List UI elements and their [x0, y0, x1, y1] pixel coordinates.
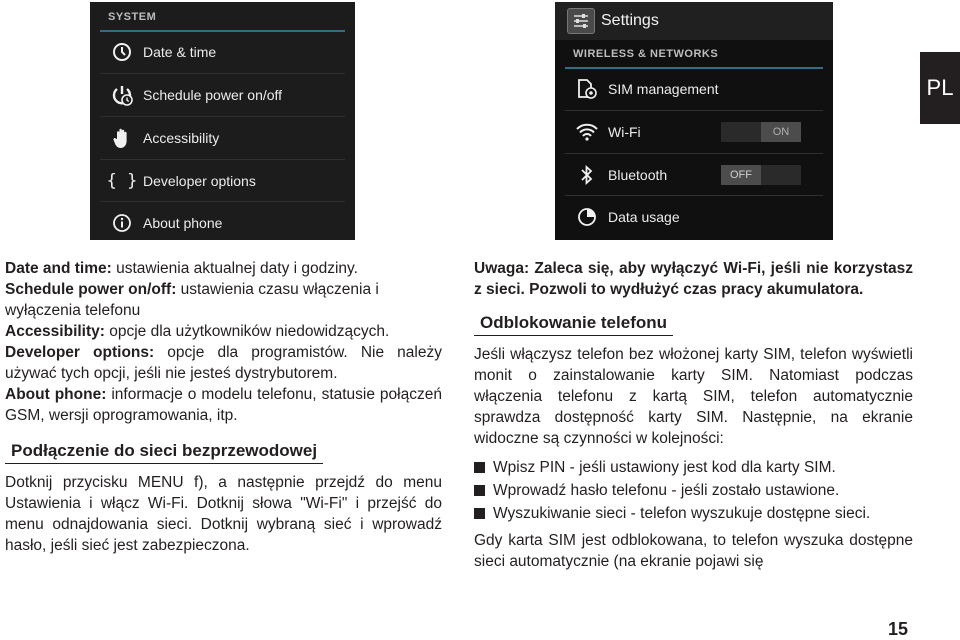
warning-note: Uwaga: Zaleca się, aby wyłączyć Wi-Fi, jeśli nie korzystasz z sieci. Pozwoli to wydłużyć czas pracy akumulatora.: [474, 260, 913, 298]
definition-accessibility: [5, 321, 442, 342]
list-item: [474, 480, 913, 501]
definition-text: ustawienia aktualnej daty i godziny.: [111, 260, 358, 277]
info-icon: [107, 212, 137, 234]
definition-term: About phone:: [5, 386, 107, 403]
right-column: [474, 258, 913, 572]
menu-item-developer-options[interactable]: [90, 160, 355, 202]
toggle-state: OFF: [721, 165, 761, 185]
menu-item-label: Data usage: [608, 209, 680, 225]
bluetooth-icon: [572, 164, 602, 186]
menu-item-data-usage[interactable]: [555, 196, 833, 238]
definition-term: Developer options:: [5, 344, 155, 361]
menu-item-about-phone[interactable]: [90, 202, 355, 244]
wireless-settings-screenshot: [555, 2, 833, 240]
menu-item-accessibility[interactable]: [90, 117, 355, 159]
menu-item-sim-management[interactable]: [555, 68, 833, 110]
menu-item-label: Schedule power on/off: [143, 87, 283, 103]
power-schedule-icon: [107, 84, 137, 106]
definition-text: opcje dla programistów. Nie należy używać tych opcji, jeśli nie jesteś dystrybutorem.: [5, 344, 442, 382]
menu-item-date-time[interactable]: [90, 31, 355, 73]
menu-item-label: Date & time: [143, 44, 217, 60]
wifi-toggle[interactable]: [721, 122, 801, 142]
menu-item-label: About phone: [143, 215, 223, 231]
bluetooth-toggle[interactable]: [721, 165, 801, 185]
definition-text: ustawienia czasu włączenia i wyłączenia telefonu: [5, 281, 379, 319]
definition-about-phone: [5, 384, 442, 426]
settings-title: Settings: [601, 12, 659, 29]
definition-text: opcje dla użytkowników niedowidzących.: [104, 323, 390, 340]
list-item-text: Wyszukiwanie sieci - telefon wyszukuje dostępne sieci.: [493, 505, 871, 522]
settings-action-bar: [555, 2, 833, 40]
menu-item-label: Developer options: [143, 173, 256, 189]
list-item-text: Wpisz PIN - jeśli ustawiony jest kod dla karty SIM.: [493, 459, 836, 476]
definition-date-time: [5, 258, 442, 279]
language-tab: PL: [920, 52, 960, 124]
system-section-header: SYSTEM: [108, 11, 157, 23]
data-usage-icon: [572, 206, 602, 228]
unlock-paragraph: Jeśli włączysz telefon bez włożonej karty SIM, telefon wyświetli monit o zainstalowanie karty SIM. Natomiast podczas włączenia telefonu z kartą SIM, telefon automatycznie sprawdza dostępność karty SIM. Następnie, na ekranie widoczne są czynności w kolejności:: [474, 346, 913, 447]
steps-list: [474, 457, 913, 524]
menu-item-label: Accessibility: [143, 130, 220, 146]
definition-term: Schedule power on/off:: [5, 281, 177, 298]
wireless-section-header: WIRELESS & NETWORKS: [573, 48, 719, 60]
list-item-text: Wprowadź hasło telefonu - jeśli zostało ustawione.: [493, 482, 840, 499]
clock-icon: [107, 41, 137, 63]
sim-icon: [572, 78, 602, 100]
menu-item-bluetooth[interactable]: [555, 154, 833, 196]
list-item: [474, 457, 913, 478]
menu-item-schedule-power[interactable]: [90, 74, 355, 116]
left-column: [5, 258, 442, 556]
menu-item-label: Wi-Fi: [608, 124, 641, 140]
definition-term: Date and time:: [5, 260, 112, 277]
definition-schedule-power: [5, 279, 442, 321]
definition-developer-options: [5, 342, 442, 384]
bullet-square-icon: [474, 508, 485, 519]
page-number: 15: [888, 619, 909, 639]
hand-icon: [107, 127, 137, 149]
bullet-square-icon: [474, 485, 485, 496]
definition-text: informacje o modelu telefonu, statusie połączeń GSM, wersji oprogramowania, itp.: [5, 386, 442, 424]
menu-item-label: Bluetooth: [608, 167, 668, 183]
menu-item-wifi[interactable]: [555, 111, 833, 153]
toggle-state: ON: [761, 122, 801, 142]
braces-icon: { }: [106, 171, 138, 191]
wifi-icon: [572, 121, 602, 143]
wifi-instructions: Dotknij przycisku MENU f), a następnie przejdź do menu Ustawienia i włącz Wi-Fi. Dotknij słowa "Wi-Fi" i przejść do menu odnajdowania sieci. Dotknij wybraną sieć i wprowadź hasło, jeśli sieć jest zabezpieczona.: [5, 474, 442, 554]
menu-item-label: SIM management: [608, 81, 719, 97]
section-heading-wifi: Podłączenie do sieci bezprzewodowej: [5, 440, 323, 464]
list-item: [474, 503, 913, 524]
definition-term: Accessibility:: [5, 323, 105, 340]
bullet-square-icon: [474, 462, 485, 473]
unlocked-paragraph: Gdy karta SIM jest odblokowana, to telefon wyszuka dostępne sieci automatycznie (na ekranie pojawi się: [474, 532, 913, 570]
settings-sliders-icon[interactable]: [567, 8, 595, 34]
section-heading-unlock: Odblokowanie telefonu: [474, 312, 673, 336]
system-settings-screenshot: [90, 2, 355, 240]
